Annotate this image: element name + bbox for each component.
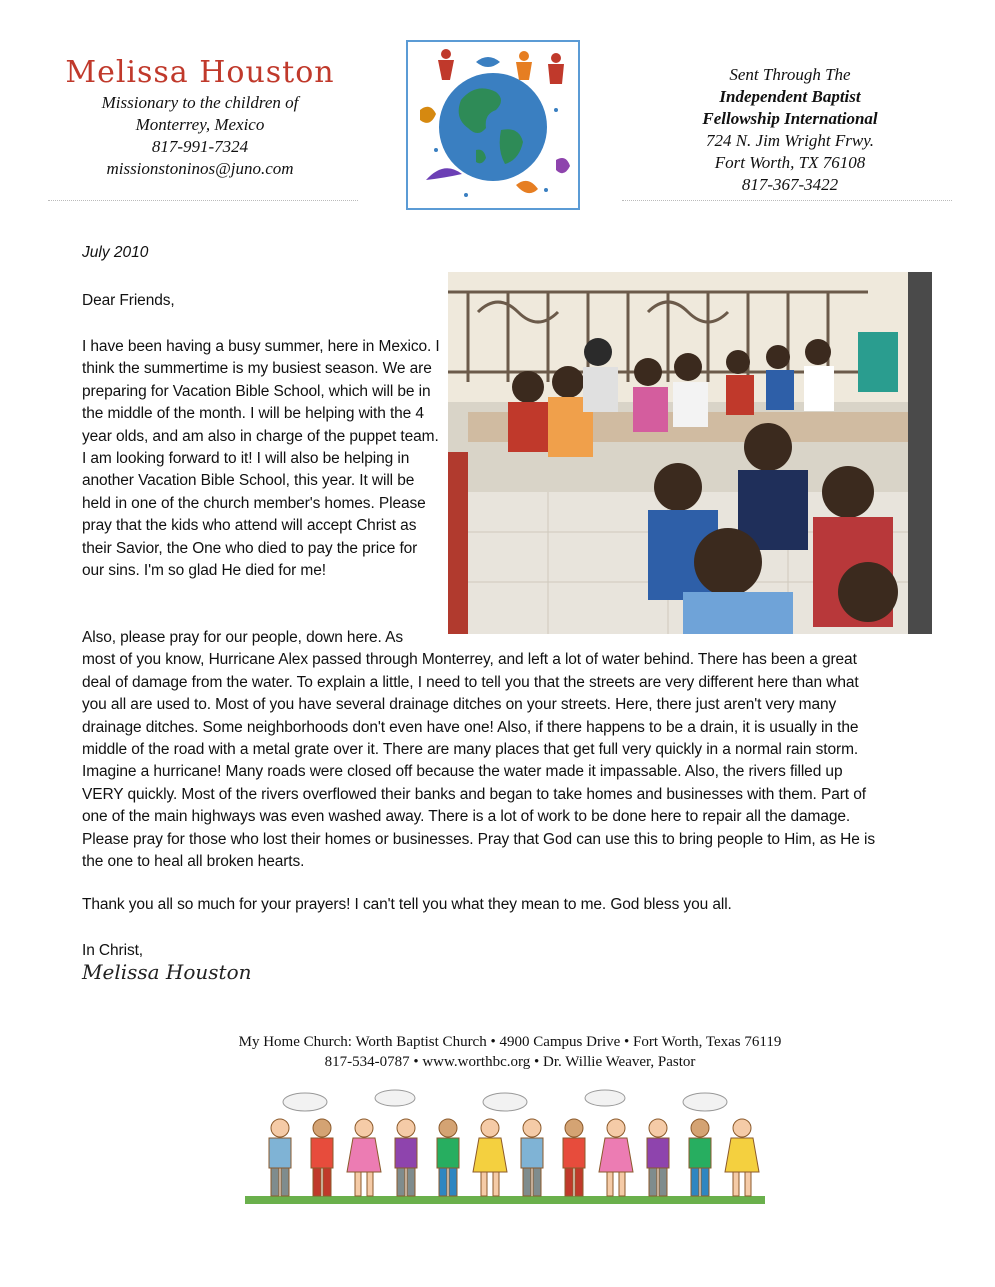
paragraph-2-line: the one to heal all broken hearts. xyxy=(82,853,305,871)
paragraph-2-line: deal of damage from the water. To explain a little, I need to tell you that the streets are very different here than what xyxy=(82,673,859,691)
paragraph-2-line: middle of the road with a metal grate over it. There are many places that get full very quickly in a normal rain storm. xyxy=(82,741,859,759)
paragraph-2-line: Imagine a hurricane! Many roads were closed off because the water made it impassable. Also, the rivers filled up xyxy=(82,763,843,781)
agency-name-line1: Independent Baptist xyxy=(719,87,861,106)
sender-name: Melissa Houston xyxy=(65,55,335,90)
paragraph-1: I have been having a busy summer, here in Mexico. I think the summertime is my busiest season. We are preparing for Vacation Bible School, which will be in the middle of the month. I will be helping with the 4 year olds, and am also in charge of the puppet team. I am looking forward to it! I will also be helping in another Vacation Bible School, this year. It will be held in one of the church member's homes. Please pray that the kids who attend will accept Christ as their Savior, the One who died to pay the price for our sins. I'm so glad He died for me! xyxy=(82,338,440,580)
paragraph-2 xyxy=(82,627,922,873)
sender-email: missionstoninos@juno.com xyxy=(106,159,294,178)
paragraph-2-line: you all are used to. Most of you have several drainage ditches on your streets. Here, there just aren't very many xyxy=(82,696,837,714)
agency-name-line2: Fellowship International xyxy=(702,109,878,128)
sender-location: Monterrey, Mexico xyxy=(135,115,265,134)
agency-address: 724 N. Jim Wright Frwy. xyxy=(705,131,875,150)
children-praying-photo xyxy=(448,272,932,634)
paragraph-2-line: drainage ditches. Some neighborhoods don't even have one! Also, if there happens to be a drain, it is usually in the xyxy=(82,718,859,736)
signature: Melissa Houston xyxy=(82,960,252,984)
paragraph-2-line: most of you know, Hurricane Alex passed through Monterrey, and left a lot of water behind. There has been a great xyxy=(82,651,857,669)
mission-agency-block xyxy=(630,64,950,196)
footer-line-1: My Home Church: Worth Baptist Church • 4900 Campus Drive • Fort Worth, Texas 76119 xyxy=(238,1034,782,1050)
paragraph-2-line: Please pray for those who lost their homes or businesses. Pray that God can use this to bring people to Him, as He is xyxy=(82,830,875,848)
paragraph-3: Thank you all so much for your prayers! I can't tell you what they mean to me. God bless you all. xyxy=(82,896,732,913)
letter-date: July 2010 xyxy=(82,244,149,261)
paragraph-2-line: VERY quickly. Most of the rivers overflowed their banks and began to take homes and businesses with them. Part of xyxy=(82,785,866,803)
sender-role: Missionary to the children of xyxy=(101,93,299,112)
salutation: Dear Friends, xyxy=(82,292,175,309)
closing: In Christ, xyxy=(82,942,144,959)
agency-intro: Sent Through The xyxy=(729,65,851,84)
globe-children-logo xyxy=(406,40,580,210)
home-church-footer xyxy=(140,1032,880,1072)
paragraph-2-line: one of the main highways was even washed away. There is a lot of work to be done here to repair all the damage. xyxy=(82,808,851,826)
agency-phone: 817-367-3422 xyxy=(741,175,839,194)
divider-left xyxy=(48,200,358,201)
sender-block xyxy=(40,55,360,180)
divider-right xyxy=(622,200,952,201)
children-holding-hands-illustration xyxy=(245,1088,765,1208)
footer-line-2: 817-534-0787 • www.worthbc.org • Dr. Willie Weaver, Pastor xyxy=(324,1054,696,1070)
sender-phone: 817-991-7324 xyxy=(151,137,249,156)
agency-city: Fort Worth, TX 76108 xyxy=(714,153,866,172)
paragraph-2-line: Also, please pray for our people, down here. As xyxy=(82,629,403,646)
